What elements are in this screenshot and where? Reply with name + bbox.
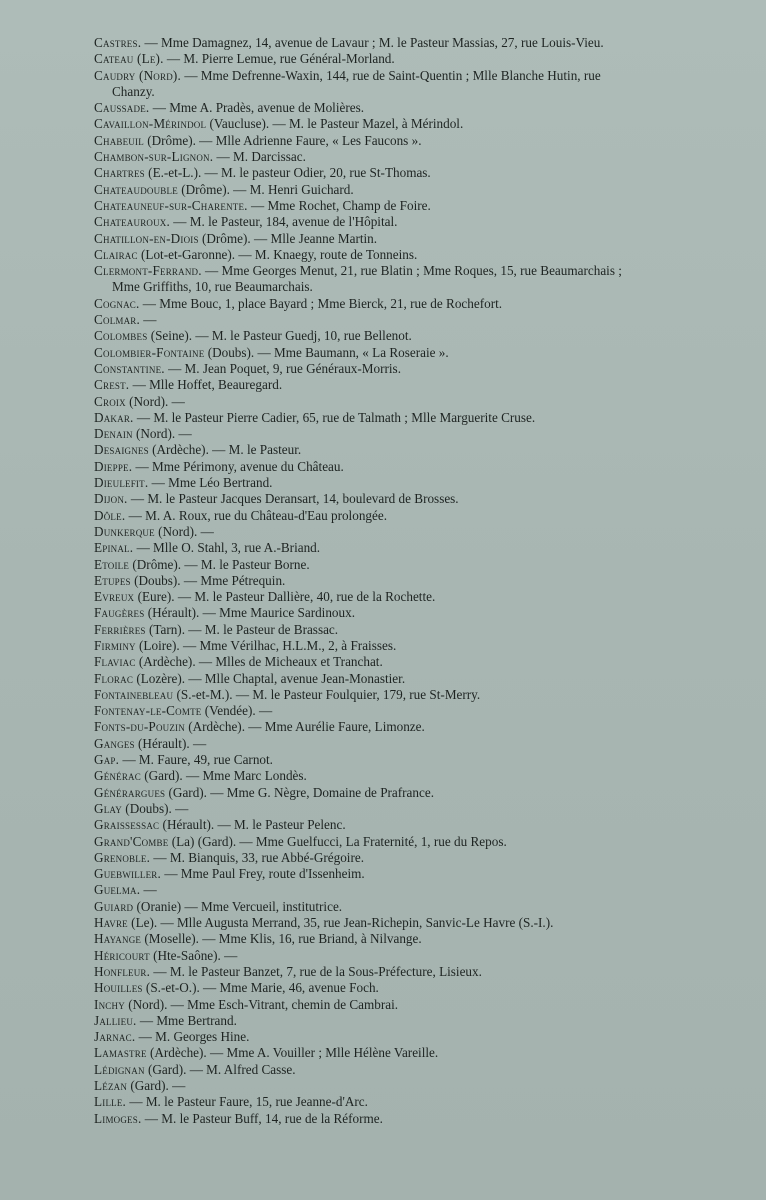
entry-place: Glay — [94, 800, 122, 816]
directory-entry — [94, 214, 634, 230]
entry-place: Dieulefit. — [94, 475, 149, 491]
directory-entry — [94, 68, 634, 101]
entry-place: Cognac. — [94, 295, 140, 311]
entry-text: (Ardèche). — Mlles de Micheaux et Tranchat. — [135, 654, 383, 670]
entry-text: — Mme Defrenne-Waxin, 144, rue de Saint-Quentin ; Mlle Blanche Hutin, rue Chanzy. — [112, 67, 601, 99]
entry-place: Caussade. — [94, 100, 150, 116]
entry-text: (Hérault). — — [134, 735, 207, 751]
entry-place: Générargues — [94, 784, 166, 800]
directory-entry — [94, 915, 634, 931]
entry-place: Evreux — [94, 589, 135, 605]
entry-place: Limoges. — [94, 1110, 142, 1126]
entry-place: Lamastre — [94, 1045, 147, 1061]
directory-entry — [94, 198, 634, 214]
entry-text: (Lot-et-Garonne). — M. Knaegy, route de Tonneins. — [137, 246, 418, 262]
entry-place: Etupes — [94, 572, 131, 588]
entry-place: Crest. — [94, 377, 130, 393]
entry-text: — M. A. Roux, rue du Château-d'Eau prolongée. — [125, 507, 388, 523]
entry-place: Ferrières — [94, 621, 146, 637]
directory-entry — [94, 149, 634, 165]
directory-entry — [94, 768, 634, 784]
entry-place: Guebwiller. — [94, 866, 162, 882]
directory-entry — [94, 459, 634, 475]
entry-place: Etoile — [94, 556, 130, 572]
directory-entry — [94, 589, 634, 605]
entry-place: Hayange — [94, 931, 142, 947]
directory-entry — [94, 133, 634, 149]
directory-entry — [94, 361, 634, 377]
entry-text: — Mme Bertrand. — [136, 1012, 237, 1028]
entry-text: — M. Darcissac. — [213, 149, 306, 165]
directory-entry — [94, 866, 634, 882]
entry-text: (Doubs). — Mme Pétrequin. — [130, 572, 286, 588]
directory-entry — [94, 1094, 634, 1110]
directory-entry — [94, 654, 634, 670]
entry-text: (Eure). — M. le Pasteur Dallière, 40, rue de la Rochette. — [134, 589, 436, 605]
entry-text: — M. Bianquis, 33, rue Abbé-Grégoire. — [150, 849, 365, 865]
directory-entry — [94, 703, 634, 719]
directory-entry — [94, 834, 634, 850]
entry-place: Lédignan — [94, 1061, 145, 1077]
entry-text: — Mme Rochet, Champ de Foire. — [247, 197, 431, 213]
directory-entry — [94, 931, 634, 947]
entry-place: Cateau (Le). — [94, 51, 164, 67]
directory-entry — [94, 116, 634, 132]
entry-place: Colombier-Fontaine — [94, 344, 205, 360]
entry-place: Caudry (Nord). — [94, 67, 182, 83]
entry-place: Dijon. — [94, 491, 128, 507]
entry-text: (Ardèche). — Mme A. Vouiller ; Mlle Hélène Vareille. — [146, 1045, 439, 1061]
entry-text: — Mme A. Pradès, avenue de Molières. — [149, 100, 365, 116]
entry-place: Générac — [94, 768, 141, 784]
directory-entry — [94, 899, 634, 915]
entry-place: Fontainebleau — [94, 686, 174, 702]
entry-place: Honfleur. — [94, 963, 151, 979]
entry-place: Dakar. — [94, 409, 134, 425]
directory-entry — [94, 1045, 634, 1061]
entry-place: Houilles — [94, 980, 143, 996]
directory-entry — [94, 980, 634, 996]
directory-entry — [94, 736, 634, 752]
directory-entry — [94, 964, 634, 980]
directory-entry — [94, 671, 634, 687]
entry-place: Cavaillon-Mérindol — [94, 116, 207, 132]
entry-place: Grand'Combe — [94, 833, 169, 849]
entry-place: Gap. — [94, 752, 120, 768]
entry-text: (Vaucluse). — M. le Pasteur Mazel, à Mérindol. — [206, 116, 464, 132]
directory-entry — [94, 394, 634, 410]
entry-text: — Mme Léo Bertrand. — [148, 475, 273, 491]
directory-entry — [94, 410, 634, 426]
directory-entry — [94, 1029, 634, 1045]
entry-text: (Nord). — — [154, 523, 214, 539]
entry-list — [94, 35, 634, 1127]
entry-text: (Hte-Saône). — — [149, 947, 238, 963]
directory-entry — [94, 165, 634, 181]
entry-place: Lézan — [94, 1078, 128, 1093]
entry-text: — M. Jean Poquet, 9, rue Généraux-Morris. — [164, 360, 401, 376]
directory-entry — [94, 491, 634, 507]
entry-text: (Gard). — M. Alfred Casse. — [144, 1061, 296, 1077]
entry-place: Colmar. — [94, 312, 140, 328]
directory-entry — [94, 882, 634, 898]
entry-place: Dieppe. — [94, 458, 133, 474]
entry-place: Epinal. — [94, 540, 134, 556]
directory-entry — [94, 475, 634, 491]
entry-text: (Nord). — Mme Esch-Vitrant, chemin de Cambrai. — [124, 996, 399, 1012]
entry-text: (Hérault). — M. le Pasteur Pelenc. — [159, 817, 346, 833]
entry-place: Chabeuil — [94, 132, 144, 148]
entry-place: Denain — [94, 426, 133, 442]
entry-text: (Lozère). — Mlle Chaptal, avenue Jean-Monastier. — [133, 670, 406, 686]
entry-place: Faugères — [94, 605, 145, 621]
directory-entry — [94, 801, 634, 817]
entry-place: Ganges — [94, 735, 135, 751]
entry-text: (Le). — Mlle Augusta Merrand, 35, rue Jean-Richepin, Sanvic-Le Havre (S.-I.). — [127, 915, 554, 931]
entry-text: — — [140, 312, 157, 328]
entry-text: (Drôme). — Mlle Adrienne Faure, « Les Faucons ». — [143, 132, 422, 148]
entry-text: — Mme Paul Frey, route d'Issenheim. — [161, 866, 365, 882]
directory-entry — [94, 426, 634, 442]
directory-entry — [94, 328, 634, 344]
entry-place: Dunkerque — [94, 523, 155, 539]
entry-text: — M. le Pasteur Banzet, 7, rue de la Sous-Préfecture, Lisieux. — [150, 963, 482, 979]
entry-text: (Doubs). — — [122, 800, 189, 816]
directory-entry — [94, 1062, 634, 1078]
directory-entry — [94, 1078, 634, 1094]
entry-text: (S.-et-O.). — Mme Marie, 46, avenue Foch. — [142, 980, 379, 996]
entry-text: (Drôme). — Mlle Jeanne Martin. — [198, 230, 378, 246]
directory-entry — [94, 35, 634, 51]
entry-place: Croix — [94, 393, 126, 409]
entry-place: Chartres — [94, 165, 145, 181]
entry-text: (Seine). — M. le Pasteur Guedj, 10, rue Bellenot. — [147, 328, 412, 344]
entry-text: — M. le Pasteur Pierre Cadier, 65, rue de Talmath ; Mlle Marguerite Cruse. — [133, 409, 536, 425]
entry-text: — Mme Georges Menut, 21, rue Blatin ; Mme Roques, 15, rue Beaumarchais ; Mme Griffiths, 10, rue Beaumarchais. — [112, 263, 622, 295]
entry-text: (La) (Gard). — Mme Guelfucci, La Fraternité, 1, rue du Repos. — [168, 833, 507, 849]
entry-text: — M. le Pasteur Jacques Deransart, 14, boulevard de Brosses. — [127, 491, 459, 507]
entry-text: (Gard). — — [127, 1078, 186, 1093]
entry-place: Lille. — [94, 1094, 127, 1110]
entry-place: Grenoble. — [94, 849, 151, 865]
directory-entry — [94, 573, 634, 589]
directory-entry — [94, 785, 634, 801]
entry-place: Jarnac. — [94, 1029, 136, 1045]
directory-entry — [94, 312, 634, 328]
entry-place: Florac — [94, 670, 134, 686]
entry-text: — M. Pierre Lemue, rue Général-Morland. — [163, 51, 395, 67]
entry-text: (Ardèche). — Mme Aurélie Faure, Limonze. — [184, 719, 425, 735]
entry-place: Colombes — [94, 328, 148, 344]
entry-place: Clermont-Ferrand. — [94, 263, 202, 279]
directory-entry — [94, 687, 634, 703]
entry-place: Flaviac — [94, 654, 136, 670]
directory-entry — [94, 182, 634, 198]
directory-entry — [94, 524, 634, 540]
entry-place: Dôle. — [94, 507, 126, 523]
entry-text: (Loire). — Mme Vérilhac, H.L.M., 2, à Fraisses. — [135, 637, 397, 653]
entry-text: — Mme Bouc, 1, place Bayard ; Mme Bierck, 21, rue de Rochefort. — [139, 295, 503, 311]
entry-place: Guiard — [94, 898, 134, 914]
entry-text: — Mme Damagnez, 14, avenue de Lavaur ; M. le Pasteur Massias, 27, rue Louis-Vieu. — [141, 35, 604, 50]
directory-entry — [94, 247, 634, 263]
entry-place: Desaignes — [94, 442, 149, 458]
entry-text: (Vendée). — — [201, 703, 273, 719]
entry-text: — M. le Pasteur, 184, avenue de l'Hôpital. — [170, 214, 398, 230]
directory-entry — [94, 231, 634, 247]
entry-text: — M. Faure, 49, rue Carnot. — [119, 752, 273, 768]
directory-entry — [94, 508, 634, 524]
directory-entry — [94, 605, 634, 621]
entry-text: — M. Georges Hine. — [135, 1029, 250, 1045]
entry-place: Chateauroux. — [94, 214, 170, 230]
entry-text: (Ardèche). — M. le Pasteur. — [148, 442, 302, 458]
entry-text: (Nord). — — [132, 426, 192, 442]
entry-text: (Oranie) — Mme Vercueil, institutrice. — [133, 898, 343, 914]
directory-entry — [94, 377, 634, 393]
entry-text: (Hérault). — Mme Maurice Sardinoux. — [144, 605, 356, 621]
entry-text: (Doubs). — Mme Baumann, « La Roseraie ». — [204, 344, 449, 360]
directory-entry — [94, 752, 634, 768]
entry-place: Constantine. — [94, 360, 165, 376]
entry-text: — M. le Pasteur Faure, 15, rue Jeanne-d'Arc. — [126, 1094, 368, 1110]
entry-place: Fonts-du-Pouzin — [94, 719, 185, 735]
directory-entry — [94, 948, 634, 964]
entry-place: Chateauneuf-sur-Charente. — [94, 197, 248, 213]
entry-place: Chatillon-en-Diois — [94, 230, 199, 246]
entry-place: Héricourt — [94, 947, 150, 963]
entry-text: — — [140, 882, 157, 898]
entry-place: Fontenay-le-Comte — [94, 703, 202, 719]
directory-entry — [94, 997, 634, 1013]
directory-entry — [94, 345, 634, 361]
entry-place: Firminy — [94, 637, 136, 653]
directory-entry — [94, 622, 634, 638]
entry-text: (E.-et-L.). — M. le pasteur Odier, 20, rue St-Thomas. — [144, 165, 431, 181]
entry-place: Graissessac — [94, 817, 160, 833]
entry-text: (Tarn). — M. le Pasteur de Brassac. — [145, 621, 339, 637]
directory-entry — [94, 540, 634, 556]
directory-entry — [94, 719, 634, 735]
directory-entry — [94, 263, 634, 296]
entry-text: (Moselle). — Mme Klis, 16, rue Briand, à Nilvange. — [141, 931, 422, 947]
directory-entry — [94, 1111, 634, 1127]
entry-place: Inchy — [94, 996, 125, 1012]
entry-text: (Gard). — Mme G. Nègre, Domaine de Prafrance. — [165, 784, 435, 800]
directory-entry — [94, 817, 634, 833]
entry-place: Clairac — [94, 246, 138, 262]
directory-entry — [94, 638, 634, 654]
entry-place: Jallieu. — [94, 1012, 137, 1028]
directory-entry — [94, 1013, 634, 1029]
entry-text: — Mlle Hoffet, Beauregard. — [129, 377, 283, 393]
directory-entry — [94, 850, 634, 866]
entry-text: — Mme Périmony, avenue du Château. — [132, 458, 344, 474]
entry-text: (Drôme). — M. Henri Guichard. — [177, 181, 354, 197]
entry-text: — Mlle O. Stahl, 3, rue A.-Briand. — [133, 540, 321, 556]
entry-text: (Gard). — Mme Marc Londès. — [140, 768, 307, 784]
directory-entry — [94, 296, 634, 312]
entry-text: — M. le Pasteur Buff, 14, rue de la Réforme. — [141, 1110, 383, 1126]
entry-text: (Nord). — — [125, 393, 185, 409]
directory-entry — [94, 442, 634, 458]
directory-entry — [94, 100, 634, 116]
directory-entry — [94, 51, 634, 67]
entry-place: Guelma. — [94, 882, 141, 898]
entry-text: (Drôme). — M. le Pasteur Borne. — [129, 556, 310, 572]
entry-place: Havre — [94, 915, 128, 931]
entry-text: (S.-et-M.). — M. le Pasteur Foulquier, 179, rue St-Merry. — [173, 686, 481, 702]
entry-place: Chambon-sur-Lignon. — [94, 149, 214, 165]
entry-place: Chateaudouble — [94, 181, 178, 197]
entry-place: Castres. — [94, 35, 142, 50]
directory-entry — [94, 557, 634, 573]
